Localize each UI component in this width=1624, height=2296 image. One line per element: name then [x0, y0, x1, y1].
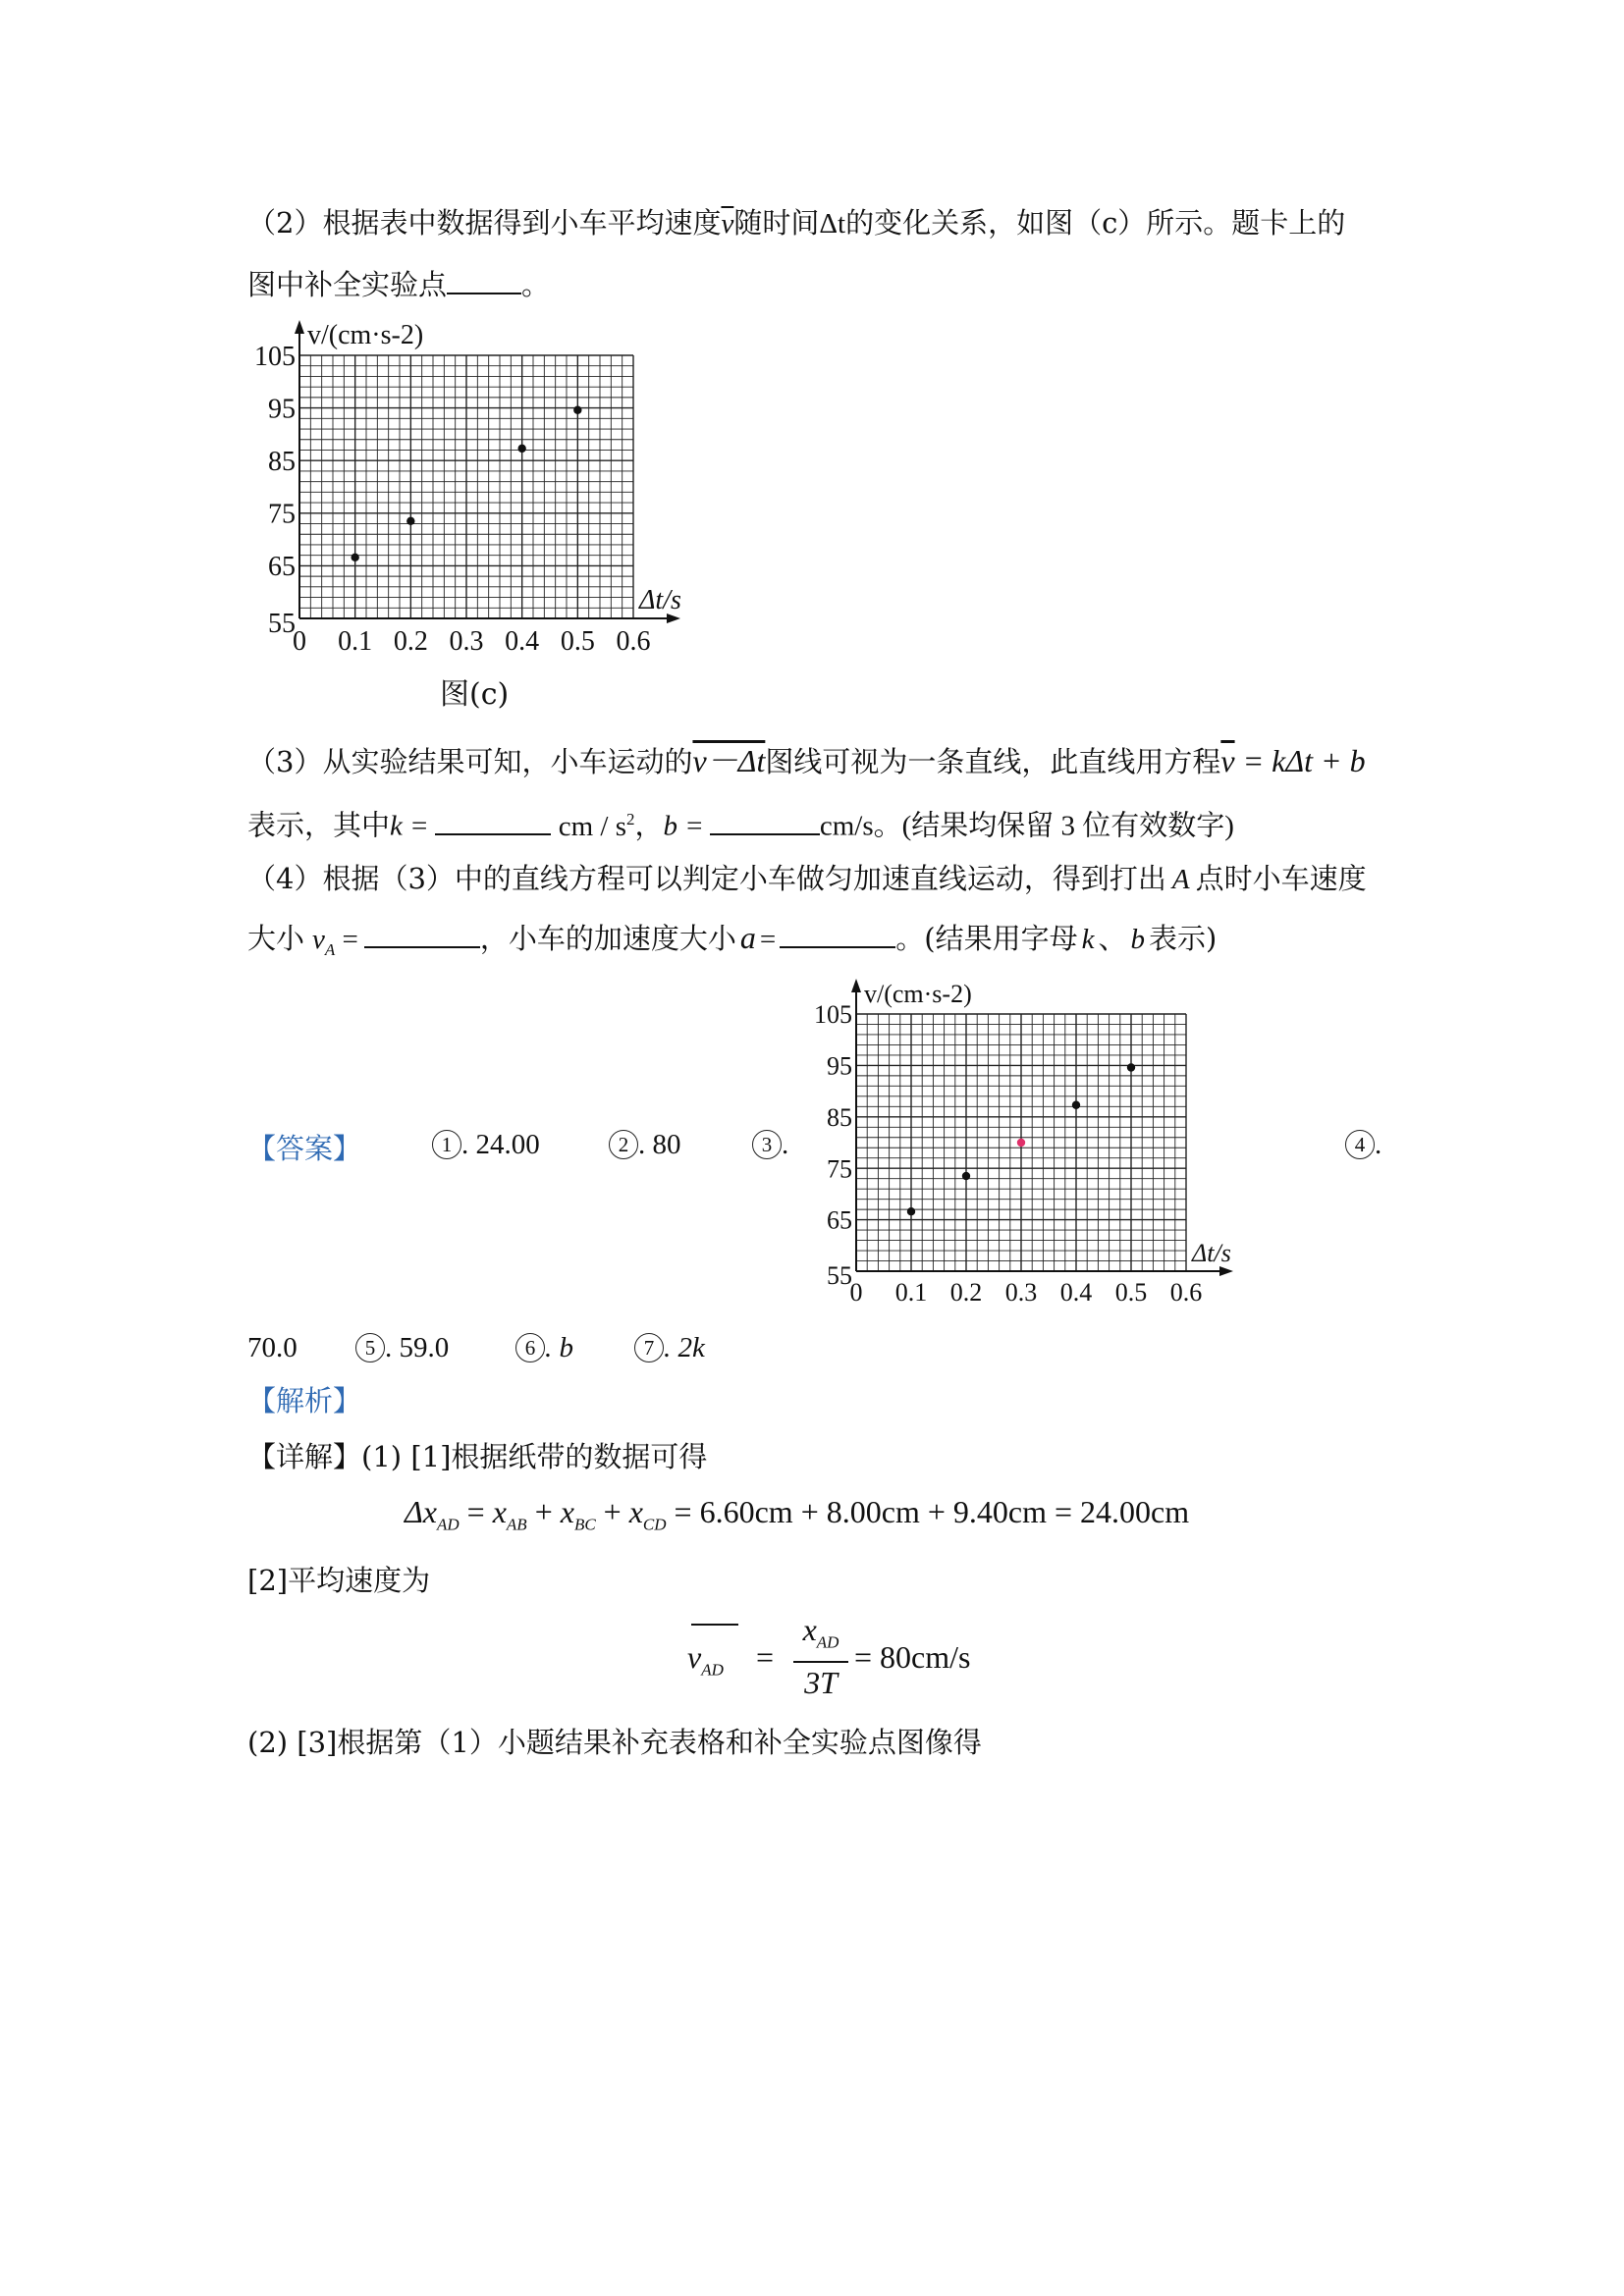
a-symbol: a — [739, 920, 756, 955]
b-blank[interactable] — [710, 812, 820, 835]
unit-k: cm / s — [558, 810, 626, 842]
y-tick-label: 55 — [827, 1261, 852, 1291]
part2-text-a: （2）根据表中数据得到小车平均速度 — [247, 206, 722, 240]
eq-x3-sub: CD — [642, 1515, 667, 1534]
answer-label: 【答案】 — [247, 1132, 362, 1165]
y-tick-label: 95 — [268, 394, 296, 425]
v-ad-symbol: v — [687, 1639, 702, 1675]
answer-item-4 — [1345, 1129, 1381, 1161]
circled-number: 3 — [752, 1130, 782, 1159]
x-tick-label: 0 — [849, 1278, 863, 1307]
circled-number: 1 — [432, 1130, 461, 1159]
fraction-bar — [793, 1661, 848, 1663]
eq-lhs-sub: AD — [436, 1515, 460, 1534]
eq-sign: = — [466, 1494, 485, 1529]
part2-line2-text: 图中补全实验点 — [247, 268, 448, 301]
x-tick-label: 0.3 — [1004, 1278, 1038, 1307]
fraction-denominator: 3T — [804, 1665, 838, 1700]
b-eq: b = — [663, 810, 704, 842]
x-axis-label: Δt/s — [639, 585, 681, 615]
part4-line1 — [247, 859, 1367, 899]
answer-value: . — [782, 1129, 789, 1160]
k-letter: k — [1081, 924, 1095, 955]
y-axis-arrow — [295, 320, 304, 334]
x-tick-label: 0.1 — [894, 1278, 928, 1307]
va-symbol: v — [312, 924, 325, 955]
y-tick-label: 65 — [268, 552, 296, 583]
dt-symbol: Δt — [819, 208, 846, 240]
part4-text-a: （4）根据（3）中的直线方程可以判定小车做匀加速直线运动，得到打出 — [247, 862, 1166, 895]
eq-plus: + — [603, 1494, 622, 1529]
point-a-label: A — [1171, 864, 1190, 895]
answer-value: . 2k — [664, 1332, 705, 1363]
circled-number: 2 — [609, 1130, 638, 1159]
x-tick-label: 0 — [293, 626, 306, 657]
circled-number: 7 — [634, 1333, 664, 1362]
detail-label: 【详解】 — [247, 1440, 362, 1473]
eq-x1-sub: AB — [506, 1515, 527, 1534]
part4-line2 — [247, 918, 1217, 970]
y-axis-label: v/(cm·s-2) — [307, 320, 424, 350]
eq-x2-sub: BC — [573, 1515, 596, 1534]
x-tick-label: 0.5 — [1114, 1278, 1148, 1307]
figure-caption: 图(c) — [440, 677, 510, 712]
y-tick-label: 75 — [827, 1154, 852, 1184]
y-tick-label: 65 — [827, 1205, 852, 1235]
part4-text-b: 点时小车速度 — [1195, 862, 1367, 895]
comma: ， — [634, 808, 664, 842]
velocity-time-chart-c — [226, 314, 687, 687]
v-bar-symbol: $\overline{v}$ — [721, 208, 734, 240]
y-tick-label: 85 — [827, 1102, 852, 1132]
b-letter: b — [1130, 924, 1145, 955]
answer-value: . 80 — [638, 1129, 681, 1160]
answer-blank[interactable] — [447, 271, 521, 294]
k-blank[interactable] — [435, 812, 551, 835]
data-point — [517, 445, 525, 453]
part2-line1 — [247, 203, 1345, 243]
answer-value: . 24.00 — [461, 1129, 540, 1160]
part3-line1 — [247, 741, 1366, 781]
part2-text-b: 随时间 — [733, 206, 820, 240]
answer-value: . b — [545, 1332, 573, 1363]
part4-line2-b: ，小车的加速度大小 — [479, 922, 736, 955]
a-blank[interactable] — [780, 925, 895, 948]
answer-item-4-value: 70.0 — [247, 1332, 298, 1363]
data-point — [1127, 1063, 1135, 1071]
eq-x2: x — [560, 1494, 574, 1529]
va-blank[interactable] — [364, 925, 480, 948]
eq-x3: x — [628, 1494, 643, 1529]
answer-item-3 — [752, 1129, 788, 1161]
v-ad — [687, 1639, 724, 1680]
x-tick-label: 0.3 — [449, 626, 484, 657]
x-tick-label: 0.6 — [616, 626, 651, 657]
eq2-rhs: = 80cm/s — [854, 1639, 971, 1675]
x-tick-label: 0.1 — [338, 626, 373, 657]
va-sub: A — [324, 939, 336, 959]
part3-line2-b: cm/s。(结果均保留 3 位有效数字) — [819, 810, 1234, 842]
v-dt-symbol: v－Δt — [692, 743, 766, 778]
x-tick-label: 0.5 — [560, 626, 595, 657]
data-point — [406, 517, 414, 525]
data-point — [1017, 1139, 1025, 1147]
velocity-time-chart-answer — [811, 977, 1263, 1320]
answer-item-7 — [634, 1332, 705, 1364]
eq-plus: + — [534, 1494, 553, 1529]
answer-item-1 — [432, 1129, 540, 1161]
answer-value: . 59.0 — [385, 1332, 450, 1363]
analysis-label: 【解析】 — [247, 1384, 362, 1417]
data-point — [1072, 1101, 1080, 1109]
part3-text-a: （3）从实验结果可知，小车运动的 — [247, 745, 693, 778]
answer-item-6 — [515, 1332, 573, 1364]
part2-line2-end: 。 — [521, 268, 551, 301]
part4-line2-c: 。(结果用字母 — [895, 922, 1078, 955]
fraction-numerator — [793, 1612, 848, 1652]
answer-item-5 — [355, 1332, 449, 1364]
part3-line2-a: 表示，其中 — [247, 808, 391, 842]
x-tick-label: 0.2 — [949, 1278, 983, 1307]
equation-delta-x — [405, 1494, 1189, 1534]
dun: 、 — [1098, 922, 1127, 955]
part2-line2 — [247, 265, 550, 304]
eq-x1: x — [492, 1494, 507, 1529]
detail-text2: [2]平均速度为 — [247, 1564, 431, 1597]
part4-line2-d: 表示) — [1148, 922, 1218, 955]
y-tick-label: 95 — [827, 1051, 852, 1081]
y-axis-label: v/(cm·s-2) — [864, 980, 972, 1008]
x-tick-label: 0.6 — [1169, 1278, 1203, 1307]
data-point — [962, 1172, 970, 1180]
va-eq: = — [335, 924, 358, 955]
equation-average-velocity — [687, 1612, 982, 1710]
y-axis-arrow — [851, 979, 861, 992]
detail-line — [247, 1437, 707, 1476]
answer-item-2 — [609, 1129, 681, 1161]
k-eq: k = — [390, 810, 429, 842]
x-tick-label: 0.4 — [1059, 1278, 1093, 1307]
part3-line2 — [247, 800, 1234, 846]
x-tick-label: 0.4 — [505, 626, 540, 657]
detail-text: (1) [1]根据纸带的数据可得 — [361, 1440, 708, 1473]
unit-k-sup: 2 — [626, 810, 635, 828]
data-point — [351, 554, 358, 561]
v-ad-sub: AD — [701, 1660, 724, 1680]
data-point — [573, 406, 581, 414]
y-tick-label: 105 — [814, 1000, 852, 1030]
x-axis-label: Δt/s — [1192, 1239, 1231, 1267]
eq-lhs: Δx — [405, 1494, 437, 1529]
eq2-equal: = — [756, 1639, 775, 1675]
y-tick-label: 55 — [268, 608, 296, 639]
data-point — [907, 1207, 915, 1215]
part4-line2-a: 大小 — [247, 922, 305, 955]
part2-text-c: 的变化关系，如图（c）所示。题卡上的 — [845, 206, 1346, 240]
y-tick-label: 85 — [268, 447, 296, 477]
y-tick-label: 75 — [268, 499, 296, 530]
overline — [691, 1624, 738, 1626]
circled-number: 5 — [355, 1333, 385, 1362]
num-sub: AD — [816, 1632, 839, 1652]
x-tick-label: 0.2 — [393, 626, 428, 657]
circled-number: 4 — [1345, 1130, 1375, 1159]
eq-tail: = 6.60cm + 8.00cm + 9.40cm = 24.00cm — [666, 1494, 1190, 1529]
circled-number: 6 — [515, 1333, 545, 1362]
y-tick-label: 105 — [254, 341, 296, 372]
eq-v-symbol: $\overline{v}$ — [1220, 743, 1235, 778]
eq-rest: = kΔt + b — [1234, 743, 1366, 778]
answer-value: . — [1375, 1129, 1382, 1160]
x-axis-arrow — [1219, 1266, 1233, 1276]
a-eq: = — [759, 924, 777, 955]
num-x: x — [802, 1612, 817, 1647]
detail-text3: (2) [3]根据第（1）小题结果补充表格和补全实验点图像得 — [247, 1726, 982, 1759]
part3-text-b: 图线可视为一条直线，此直线用方程 — [765, 745, 1221, 778]
